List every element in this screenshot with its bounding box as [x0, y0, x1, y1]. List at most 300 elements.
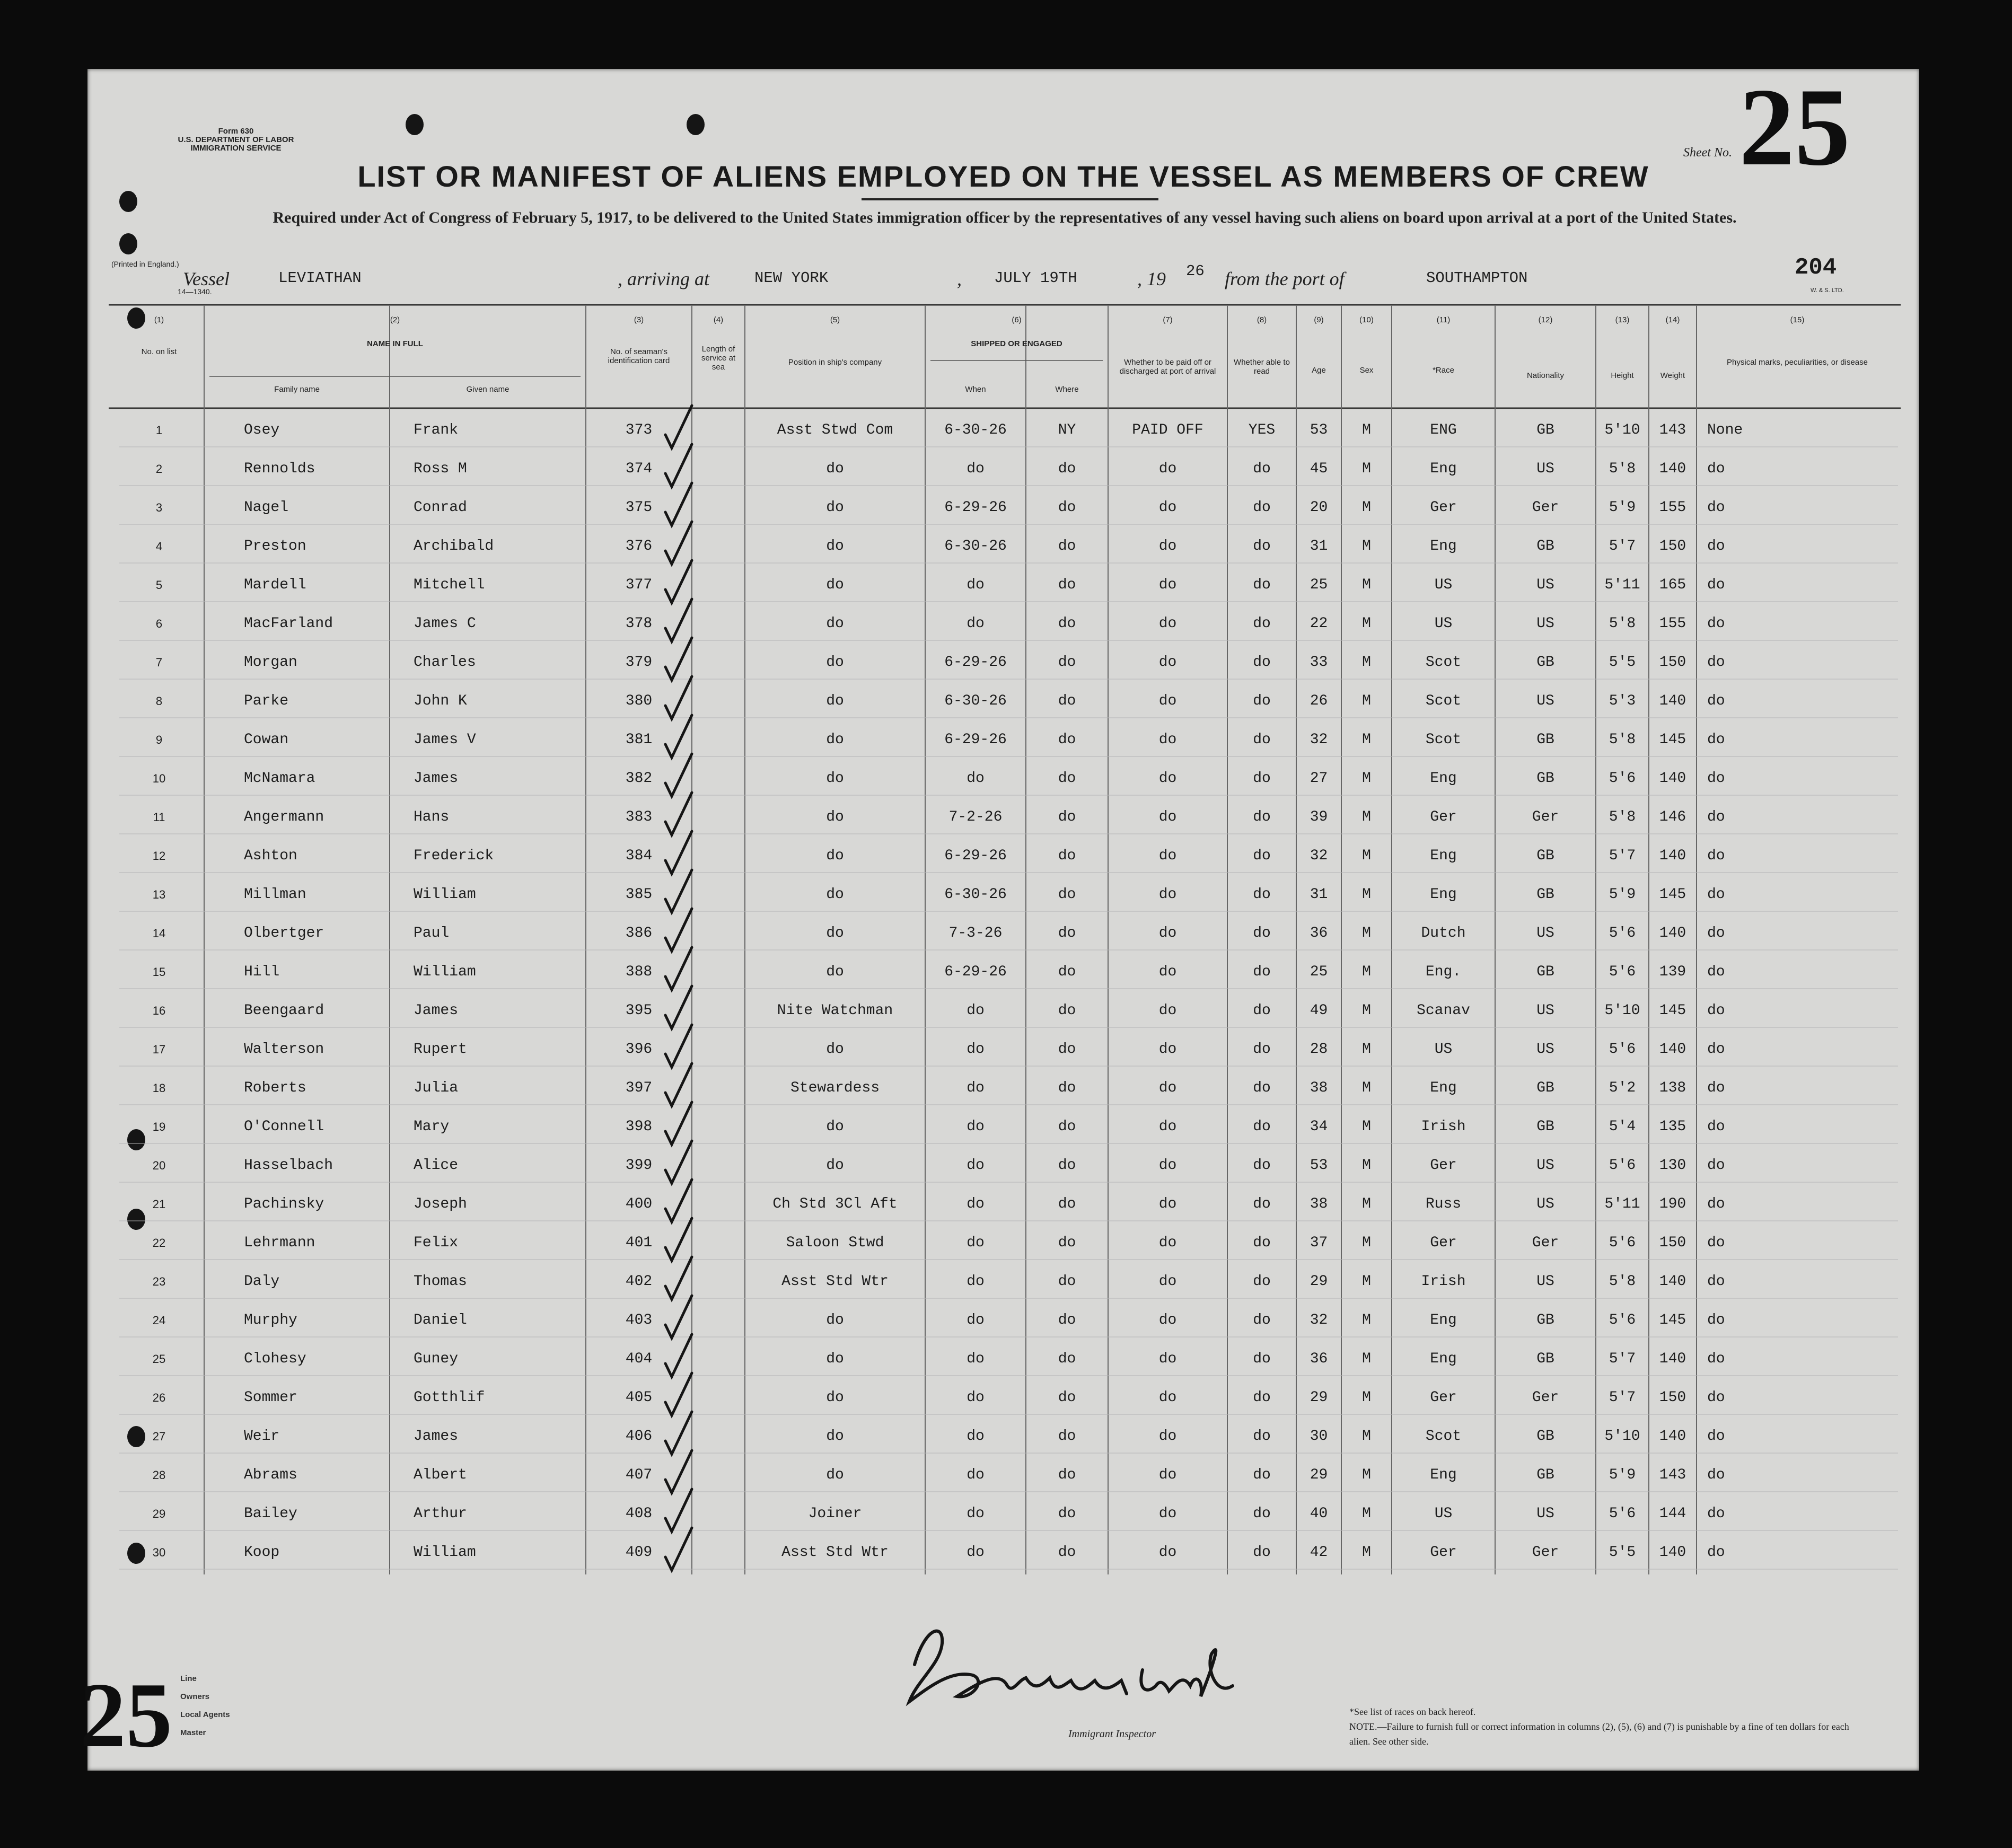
age: 38	[1310, 1080, 1328, 1096]
row-number: 6	[155, 617, 163, 630]
given-name: Mary	[414, 1119, 450, 1135]
card-number: 383	[625, 809, 653, 825]
card-number: 379	[625, 654, 653, 671]
sex: M	[1362, 1544, 1371, 1561]
given-name: Frederick	[414, 848, 494, 864]
age: 33	[1310, 654, 1328, 671]
shipped-when: 6-30-26	[944, 422, 1007, 438]
row-number: 8	[155, 694, 163, 708]
shipped-when: 6-29-26	[944, 654, 1007, 671]
race: Ger	[1430, 1157, 1457, 1174]
position: Asst Std Wtr	[781, 1544, 889, 1561]
card-number: 380	[625, 693, 653, 709]
weight: 150	[1659, 1389, 1686, 1406]
position: Nite Watchman	[777, 1002, 893, 1019]
race: Eng	[1430, 1080, 1457, 1096]
card-number: 382	[625, 770, 653, 787]
sex: M	[1362, 1351, 1371, 1367]
family-name: Mardell	[244, 577, 306, 593]
given-name: James	[414, 1428, 459, 1445]
height: 5'6	[1609, 1235, 1636, 1251]
column-label: No. of seaman's identification card	[608, 347, 670, 365]
age: 29	[1310, 1467, 1328, 1483]
age: 40	[1310, 1506, 1328, 1522]
penalty-note: NOTE.—Failure to furnish full or correct information in columns (2), (5), (6) and (7) is punishable by a fine of ten dollars for each alien. See other side.	[1349, 1721, 1849, 1747]
nationality: US	[1536, 1196, 1554, 1212]
row-number: 13	[152, 888, 166, 901]
nationality: Ger	[1532, 1235, 1559, 1251]
sex: M	[1362, 886, 1371, 903]
given-name: Rupert	[414, 1041, 467, 1058]
physical-marks: do	[1707, 1157, 1725, 1174]
row-number: 26	[152, 1391, 166, 1404]
height: 5'5	[1609, 1544, 1636, 1561]
given-name: James	[414, 1002, 459, 1019]
age: 22	[1310, 615, 1328, 632]
nationality: GB	[1536, 1467, 1554, 1483]
shipped-when: do	[967, 1119, 985, 1135]
shipped-when: do	[967, 1273, 985, 1290]
race: Ger	[1430, 809, 1457, 825]
weight: 155	[1659, 615, 1686, 632]
race: Eng	[1430, 770, 1457, 787]
physical-marks: do	[1707, 1506, 1725, 1522]
shipped-when: do	[967, 1428, 985, 1445]
family-name: Preston	[244, 538, 306, 555]
race: US	[1434, 1041, 1453, 1058]
race: US	[1434, 615, 1453, 632]
shipped-where: do	[1058, 538, 1076, 555]
row-number: 17	[152, 1043, 166, 1056]
nationality: US	[1536, 1157, 1554, 1174]
sex: M	[1362, 693, 1371, 709]
column-number: (3)	[634, 315, 644, 324]
able-to-read: do	[1253, 886, 1271, 903]
position: do	[826, 499, 844, 516]
family-name: Murphy	[244, 1312, 297, 1328]
nationality: GB	[1536, 1119, 1554, 1135]
physical-marks: do	[1707, 1389, 1725, 1406]
manifest-title: LIST OR MANIFEST OF ALIENS EMPLOYED ON THE VESSEL AS MEMBERS OF CREW	[357, 160, 1649, 193]
physical-marks: do	[1707, 499, 1725, 516]
row-number: 10	[152, 772, 166, 785]
shipped-when: do	[967, 770, 985, 787]
shipped-when: do	[967, 1157, 985, 1174]
sex: M	[1362, 1467, 1371, 1483]
able-to-read: do	[1253, 1119, 1271, 1135]
manifest-sheet: Form 630 U.S. DEPARTMENT OF LABOR IMMIGRATION SERVICE (Printed in England.) 14—1340. W. & S. LTD. LIST OR MANIFEST OF ALIENS EMPLOYED ON THE VESSEL AS MEMBERS OF CREW Required under Act of Congress of February 5, 1917, to be delivered to the United States immigration officer by the representatives of any vessel having such aliens on board upon arrival at a port of the United States. Sheet No. 25 204 Vessel LEVIATHAN , arriving at NEW YORK , JULY 19TH , 19 26 from the port of SOUTHAMPTON (1) No. on list (2) NAME IN FULL (3) No. of seaman's identification card (4) Length of service at sea (5) Position in ship's company (6) SHIPPED OR ENGAGED (7) Whether to be paid off or discharged at port of arrival (8) Whether able to read (9) Age (10) Sex (11) *Race (12) Nationality (13) Height (14) Weight (15) Physical marks, peculiarities, or disease Family name Given name When Where 1 Osey Frank 373 Asst Stwd Com 6-30-26 NY PAID OFF YES 53 M ENG GB 5'10 143 None 2 Rennolds Ross M 374 do do do do do 45 M Eng US 5'8 140 do 3 Nagel Conrad 375 do 6-29-26 do do do 20 M Ger Ger 5'9 155 do 4 Preston Archibald 376 do 6-30-26 do do do 31 M Eng GB 5'7 150 do 5 Mardell Mitchell 377 do do do do do 25 M US US 5'11 165 do 6 MacFarland James C 378 do do do do do 22 M US US 5'8 155 do 7 Morgan Charles 379 do 6-29-26 do do do 33 M Scot GB 5'5 150 do 8 Parke John K 380 do 6-30-26 do do do 26 M Scot US 5'3 140 do 9 Cowan James V 381 do 6-29-26 do do do 32 M Scot GB 5'8 145 do 10 McNamara James 382 do do do do do 27 M Eng GB 5'6 140 do 11 Angermann Hans 383 do 7-2-26 do do do 39 M Ger Ger 5'8 146 do 12 Ashton Frederick 384 do 6-29-26 do do do 32 M Eng GB 5'7 140 do 13 Millman William 385 do 6-30-26 do do do 31 M Eng GB 5'9 145 do 14 Olbertger Paul 386 do 7-3-26 do do do 36 M Dutch US 5'6 140 do 15 Hill William 388 do 6-29-26 do do do 25 M Eng. GB 5'6 139 do 16 Beengaard James 395 Nite Watchman do do do do 49 M Scanav US 5'10 145 do 17 Walterson Rupert 396 do do do do do 28 M US US 5'6 140 do 18 Roberts Julia 397 Stewardess do do do do 38 M Eng GB 5'2 138 do 19 O'Connell Mary 398 do do do do do 34 M Irish GB 5'4 135 do 20 Hasselbach Alice 399 do do do do do 53 M Ger US 5'6 130 do 21 Pachinsky Joseph 400 Ch Std 3Cl Aft do do do do 38 M Russ US 5'11 190 do 22 Lehrmann Felix 401 Saloon Stwd do do do do 37 M Ger Ger 5'6 150 do 23 Daly Thomas 402 Asst Std Wtr do do do do 29 M Irish US 5'8 140 do 24 Murphy Daniel 403 do do do do do 32 M Eng GB 5'6 145 do 25 Clohesy Guney 404 do do do do do 36 M Eng GB 5'7 140 do 26 Sommer Gotthlif 405 do do do do do 29 M Ger Ger 5'7 150 do 27 Weir James 406 do do do do do 30 M Scot GB 5'10 140 do 28 Abrams Albert 407 do do do do do 29 M Eng GB 5'9 143 do 29 Bailey Arthur 408 Joiner do do do do 40 M US US 5'6 144 do 30 Koop William 409 Asst Std Wtr do do do do 42 M Ger Ger 5'5 140 do Immigrant Inspector *See list of races on back hereof. NOTE.—Failure to furnish full or correct information in columns (2), (5), (6) and (7) is punishable by a fine of ten dollars for each alien. See other side. 25 Line Owners Local Agents Master	[87, 69, 1919, 1771]
arriving-label: , arriving at	[618, 268, 710, 289]
family-name: Beengaard	[244, 1002, 324, 1019]
physical-marks: do	[1707, 1467, 1725, 1483]
paid-off: do	[1158, 1506, 1177, 1522]
column-number: (9)	[1314, 315, 1324, 324]
race: Ger	[1430, 1235, 1457, 1251]
row-number: 16	[152, 1004, 166, 1017]
shipped-when: 6-29-26	[944, 499, 1007, 516]
paid-off: do	[1158, 1351, 1177, 1367]
column-label: Position in ship's company	[788, 358, 882, 367]
paid-off: do	[1158, 654, 1177, 671]
sex: M	[1362, 1080, 1371, 1096]
able-to-read: YES	[1248, 422, 1276, 438]
sex: M	[1362, 577, 1371, 593]
race: Eng	[1430, 538, 1457, 555]
column-label: Physical marks, peculiarities, or disease	[1727, 358, 1868, 367]
age: 29	[1310, 1273, 1328, 1290]
column-number: (15)	[1790, 315, 1805, 324]
race: Scot	[1425, 732, 1462, 748]
weight: 143	[1659, 1467, 1686, 1483]
row-number: 12	[152, 849, 166, 863]
race: Ger	[1430, 1544, 1457, 1561]
sex: M	[1362, 654, 1371, 671]
card-number: 407	[625, 1467, 653, 1483]
row-number: 20	[152, 1159, 166, 1172]
age: 53	[1310, 422, 1328, 438]
able-to-read: do	[1253, 693, 1271, 709]
position: Stewardess	[790, 1080, 880, 1096]
sex: M	[1362, 1273, 1371, 1290]
race: Scanav	[1417, 1002, 1470, 1019]
nationality: US	[1536, 577, 1554, 593]
sheet-number: 25	[1739, 66, 1850, 189]
card-number: 403	[625, 1312, 653, 1328]
nationality: US	[1536, 1273, 1554, 1290]
family-name: Morgan	[244, 654, 297, 671]
shipped-when: do	[967, 1544, 985, 1561]
paid-off: do	[1158, 1157, 1177, 1174]
weight: 140	[1659, 1041, 1686, 1058]
row-number: 15	[152, 965, 166, 979]
subcolumn-label: Family name	[274, 385, 320, 394]
weight: 140	[1659, 1351, 1686, 1367]
nationality: GB	[1536, 654, 1554, 671]
nationality: US	[1536, 1041, 1554, 1058]
given-name: Hans	[414, 809, 450, 825]
height: 5'7	[1609, 848, 1636, 864]
column-number: (6)	[1012, 315, 1022, 324]
given-name: William	[414, 964, 476, 980]
nationality: US	[1536, 693, 1554, 709]
family-name: Parke	[244, 693, 289, 709]
sex: M	[1362, 1428, 1371, 1445]
row-number: 1	[155, 424, 163, 437]
corner-sheet-number: 25	[80, 1664, 172, 1766]
height: 5'7	[1609, 538, 1636, 555]
paid-off: do	[1158, 1312, 1177, 1328]
paid-off: do	[1158, 1235, 1177, 1251]
weight: 145	[1659, 732, 1686, 748]
nationality: GB	[1536, 848, 1554, 864]
shipped-where: do	[1058, 1157, 1076, 1174]
card-number: 373	[625, 422, 653, 438]
shipped-where: do	[1058, 1080, 1076, 1096]
family-name: Nagel	[244, 499, 289, 516]
given-name: Arthur	[414, 1506, 467, 1522]
race: Eng	[1430, 848, 1457, 864]
height: 5'5	[1609, 654, 1636, 671]
weight: 140	[1659, 770, 1686, 787]
punch-hole	[406, 114, 424, 135]
race: Scot	[1425, 654, 1462, 671]
shipped-when: do	[967, 1002, 985, 1019]
sheet-number-label: Sheet No.	[1683, 146, 1732, 160]
able-to-read: do	[1253, 1506, 1271, 1522]
weight: 155	[1659, 499, 1686, 516]
able-to-read: do	[1253, 1351, 1271, 1367]
weight: 138	[1659, 1080, 1686, 1096]
sex: M	[1362, 809, 1371, 825]
family-name: Osey	[244, 422, 280, 438]
paid-off: do	[1158, 732, 1177, 748]
weight: 150	[1659, 1235, 1686, 1251]
column-number: (12)	[1538, 315, 1553, 324]
column-label: Length of service at sea	[701, 345, 736, 372]
able-to-read: do	[1253, 1273, 1271, 1290]
nationality: US	[1536, 461, 1554, 477]
position: do	[826, 461, 844, 477]
paid-off: do	[1158, 1002, 1177, 1019]
row-number: 25	[152, 1352, 166, 1366]
card-number: 398	[625, 1119, 653, 1135]
nationality: GB	[1536, 732, 1554, 748]
weight: 139	[1659, 964, 1686, 980]
service-name: IMMIGRATION SERVICE	[190, 144, 282, 153]
position: do	[826, 693, 844, 709]
card-number: 409	[625, 1544, 653, 1561]
given-name: Julia	[414, 1080, 459, 1096]
row-number: 4	[155, 540, 163, 553]
given-name: Guney	[414, 1351, 459, 1367]
race: Scot	[1425, 1428, 1462, 1445]
race: ENG	[1430, 422, 1457, 438]
position: do	[826, 538, 844, 555]
paid-off: do	[1158, 1080, 1177, 1096]
height: 5'11	[1604, 577, 1640, 593]
age: 34	[1310, 1119, 1328, 1135]
shipped-when: do	[967, 1080, 985, 1096]
nationality: Ger	[1532, 809, 1559, 825]
family-name: Pachinsky	[244, 1196, 324, 1212]
height: 5'7	[1609, 1389, 1636, 1406]
given-name: John K	[414, 693, 467, 709]
physical-marks: None	[1707, 422, 1743, 438]
shipped-where: do	[1058, 1506, 1076, 1522]
sex: M	[1362, 1041, 1371, 1058]
shipped-when: 6-30-26	[944, 693, 1007, 709]
physical-marks: do	[1707, 1080, 1725, 1096]
age: 38	[1310, 1196, 1328, 1212]
position: do	[826, 732, 844, 748]
physical-marks: do	[1707, 770, 1725, 787]
position: do	[826, 654, 844, 671]
age: 36	[1310, 1351, 1328, 1367]
position: do	[826, 1041, 844, 1058]
physical-marks: do	[1707, 538, 1725, 555]
given-name: Charles	[414, 654, 476, 671]
height: 5'8	[1609, 461, 1636, 477]
height: 5'6	[1609, 1041, 1636, 1058]
age: 37	[1310, 1235, 1328, 1251]
given-name: Mitchell	[414, 577, 485, 593]
age: 32	[1310, 1312, 1328, 1328]
shipped-when: do	[967, 1196, 985, 1212]
physical-marks: do	[1707, 1041, 1725, 1058]
physical-marks: do	[1707, 693, 1725, 709]
shipped-when: do	[967, 1467, 985, 1483]
height: 5'9	[1609, 886, 1636, 903]
family-name: Walterson	[244, 1041, 324, 1058]
weight: 190	[1659, 1196, 1686, 1212]
position: do	[826, 1312, 844, 1328]
position: do	[826, 1389, 844, 1406]
paid-off: do	[1158, 809, 1177, 825]
age: 29	[1310, 1389, 1328, 1406]
height: 5'6	[1609, 925, 1636, 941]
nationality: GB	[1536, 886, 1554, 903]
given-name: Ross M	[414, 461, 467, 477]
shipped-where: do	[1058, 886, 1076, 903]
card-number: 374	[625, 461, 653, 477]
vessel-name: LEVIATHAN	[278, 269, 362, 287]
row-number: 28	[152, 1468, 166, 1482]
arrival-date: JULY 19TH	[994, 269, 1077, 287]
weight: 140	[1659, 1273, 1686, 1290]
age: 32	[1310, 848, 1328, 864]
able-to-read: do	[1253, 1041, 1271, 1058]
given-name: Frank	[414, 422, 459, 438]
nationality: GB	[1536, 1080, 1554, 1096]
able-to-read: do	[1253, 732, 1271, 748]
race: Eng	[1430, 461, 1457, 477]
paid-off: do	[1158, 1428, 1177, 1445]
physical-marks: do	[1707, 577, 1725, 593]
sex: M	[1362, 1157, 1371, 1174]
departure-port: SOUTHAMPTON	[1426, 269, 1528, 287]
shipped-where: do	[1058, 693, 1076, 709]
paid-off: do	[1158, 693, 1177, 709]
position: Asst Stwd Com	[777, 422, 893, 438]
from-port-label: from the port of	[1225, 268, 1345, 289]
column-label: Nationality	[1526, 371, 1565, 380]
able-to-read: do	[1253, 1080, 1271, 1096]
given-name: James	[414, 770, 459, 787]
shipped-where: do	[1058, 1389, 1076, 1406]
position: do	[826, 886, 844, 903]
able-to-read: do	[1253, 538, 1271, 555]
sex: M	[1362, 732, 1371, 748]
vessel-label: Vessel	[183, 268, 230, 289]
height: 5'8	[1609, 1273, 1636, 1290]
race: Eng	[1430, 1467, 1457, 1483]
card-number: 384	[625, 848, 653, 864]
column-number: (14)	[1665, 315, 1680, 324]
family-name: Millman	[244, 886, 306, 903]
position: Asst Std Wtr	[781, 1273, 889, 1290]
row-number: 19	[152, 1120, 166, 1133]
height: 5'3	[1609, 693, 1636, 709]
shipped-when: 6-29-26	[944, 848, 1007, 864]
family-name: Lehrmann	[244, 1235, 315, 1251]
footer-note	[1349, 1704, 1858, 1749]
race: Eng	[1430, 1312, 1457, 1328]
physical-marks: do	[1707, 964, 1725, 980]
sex: M	[1362, 1389, 1371, 1406]
height: 5'7	[1609, 1351, 1636, 1367]
shipped-where: do	[1058, 964, 1076, 980]
card-number: 400	[625, 1196, 653, 1212]
able-to-read: do	[1253, 925, 1271, 941]
race: Ger	[1430, 499, 1457, 516]
shipped-where: do	[1058, 1428, 1076, 1445]
age: 36	[1310, 925, 1328, 941]
physical-marks: do	[1707, 1002, 1725, 1019]
family-name: Sommer	[244, 1389, 297, 1406]
weight: 140	[1659, 693, 1686, 709]
shipped-where: do	[1058, 925, 1076, 941]
shipped-when: do	[967, 615, 985, 632]
shipped-when: do	[967, 1351, 985, 1367]
row-number: 11	[153, 811, 165, 824]
physical-marks: do	[1707, 1428, 1725, 1445]
height: 5'8	[1609, 809, 1636, 825]
shipped-where: do	[1058, 654, 1076, 671]
able-to-read: do	[1253, 964, 1271, 980]
able-to-read: do	[1253, 1428, 1271, 1445]
position: do	[826, 770, 844, 787]
manifest-subtitle: Required under Act of Congress of February 5, 1917, to be delivered to the United States immigration officer by the representatives of any vessel having such aliens on board upon arrival at a port of the United States.	[273, 209, 1737, 226]
sex: M	[1362, 770, 1371, 787]
shipped-when: 6-29-26	[944, 964, 1007, 980]
position: Ch Std 3Cl Aft	[772, 1196, 898, 1212]
able-to-read: do	[1253, 577, 1271, 593]
weight: 143	[1659, 422, 1686, 438]
physical-marks: do	[1707, 1312, 1725, 1328]
sex: M	[1362, 1312, 1371, 1328]
family-name: Ashton	[244, 848, 297, 864]
paid-off: do	[1158, 848, 1177, 864]
physical-marks: do	[1707, 1235, 1725, 1251]
age: 20	[1310, 499, 1328, 516]
weight: 140	[1659, 848, 1686, 864]
position: do	[826, 615, 844, 632]
shipped-where: do	[1058, 770, 1076, 787]
age: 49	[1310, 1002, 1328, 1019]
card-number: 377	[625, 577, 653, 593]
able-to-read: do	[1253, 848, 1271, 864]
paid-off: do	[1158, 577, 1177, 593]
able-to-read: do	[1253, 615, 1271, 632]
family-name: Daly	[244, 1273, 280, 1290]
shipped-when: do	[967, 1389, 985, 1406]
nationality: Ger	[1532, 1544, 1559, 1561]
column-label: *Race	[1433, 366, 1454, 375]
shipped-where: do	[1058, 1235, 1076, 1251]
able-to-read: do	[1253, 1467, 1271, 1483]
sex: M	[1362, 499, 1371, 516]
height: 5'9	[1609, 1467, 1636, 1483]
card-number: 385	[625, 886, 653, 903]
shipped-when: do	[967, 1235, 985, 1251]
age: 28	[1310, 1041, 1328, 1058]
nationality: GB	[1536, 1312, 1554, 1328]
height: 5'4	[1609, 1119, 1636, 1135]
paid-off: do	[1158, 1389, 1177, 1406]
column-label: Whether able to read	[1234, 358, 1290, 376]
shipped-when: do	[967, 577, 985, 593]
position: Joiner	[808, 1506, 862, 1522]
